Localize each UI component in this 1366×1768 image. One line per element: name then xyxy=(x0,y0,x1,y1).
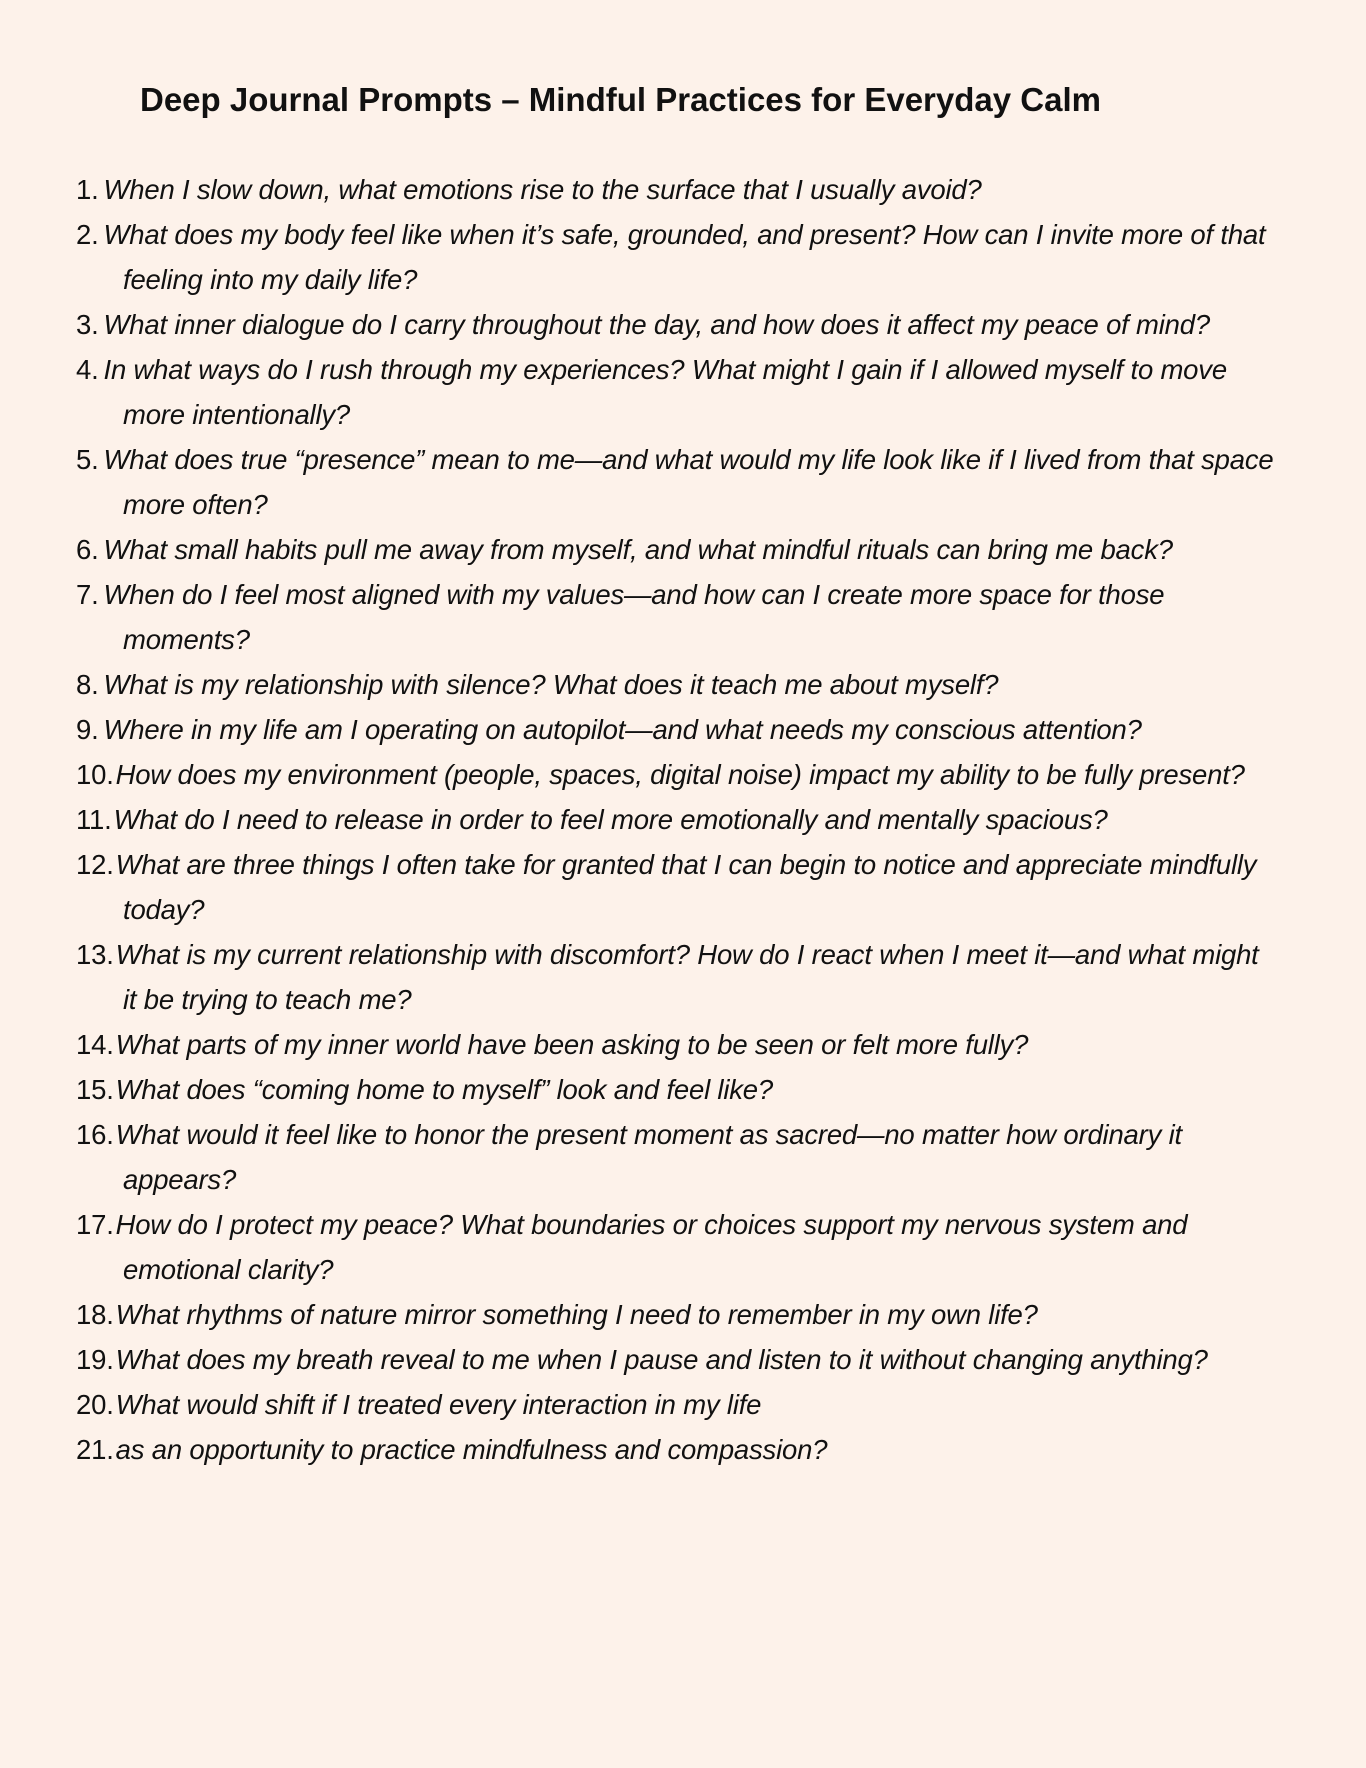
prompt-text: What does true “presence” mean to me—and what would my life look like if I lived from that space more often? xyxy=(103,444,1274,520)
prompt-number: 21. xyxy=(76,1434,114,1465)
prompt-number: 17. xyxy=(76,1209,114,1240)
prompt-item xyxy=(76,1382,1276,1427)
prompt-text: What small habits pull me away from myself, and what mindful rituals can bring me back? xyxy=(103,534,1173,565)
prompt-text: When do I feel most aligned with my values—and how can I create more space for those moments? xyxy=(103,579,1165,655)
prompt-text: What rhythms of nature mirror something I need to remember in my own life? xyxy=(115,1299,1038,1330)
prompt-number: 11. xyxy=(76,804,112,835)
prompt-text: In what ways do I rush through my experiences? What might I gain if I allowed myself to move more intentionally? xyxy=(103,354,1227,430)
prompt-number: 5. xyxy=(76,444,99,475)
prompt-number: 19. xyxy=(76,1344,114,1375)
prompt-item xyxy=(76,167,1276,212)
prompt-text: What does my body feel like when it’s safe, grounded, and present? How can I invite more of that feeling into my daily life? xyxy=(103,219,1266,295)
prompt-item xyxy=(76,662,1276,707)
prompt-item xyxy=(76,1022,1276,1067)
prompt-item xyxy=(76,527,1276,572)
prompt-number: 15. xyxy=(76,1074,114,1105)
prompt-text: What inner dialogue do I carry throughout the day, and how does it affect my peace of mind? xyxy=(103,309,1210,340)
prompt-text: What are three things I often take for granted that I can begin to notice and appreciate mindfully today? xyxy=(115,849,1257,925)
prompt-text: How do I protect my peace? What boundaries or choices support my nervous system and emotional clarity? xyxy=(115,1209,1188,1285)
prompt-text: as an opportunity to practice mindfulness and compassion? xyxy=(115,1434,828,1465)
prompt-number: 10. xyxy=(76,759,114,790)
prompt-number: 1. xyxy=(76,174,99,205)
prompt-item xyxy=(76,797,1276,842)
prompt-number: 3. xyxy=(76,309,99,340)
prompt-item xyxy=(76,347,1276,437)
prompt-item xyxy=(76,932,1276,1022)
prompt-number: 14. xyxy=(76,1029,114,1060)
prompt-item xyxy=(76,1337,1276,1382)
prompt-item xyxy=(76,1292,1276,1337)
prompt-text: What is my relationship with silence? What does it teach me about myself? xyxy=(103,669,999,700)
prompt-item xyxy=(76,302,1276,347)
prompt-text: What would shift if I treated every interaction in my life xyxy=(115,1389,762,1420)
prompt-number: 13. xyxy=(76,939,114,970)
prompt-item xyxy=(76,1112,1276,1202)
prompt-text: Where in my life am I operating on autopilot—and what needs my conscious attention? xyxy=(103,714,1142,745)
prompt-item xyxy=(76,1202,1276,1292)
prompt-number: 18. xyxy=(76,1299,114,1330)
prompt-number: 20. xyxy=(76,1389,114,1420)
prompt-item xyxy=(76,707,1276,752)
prompt-text: What is my current relationship with discomfort? How do I react when I meet it—and what might it be trying to teach me? xyxy=(115,939,1259,1015)
prompt-item xyxy=(76,1427,1276,1472)
prompt-number: 6. xyxy=(76,534,99,565)
prompt-text: What would it feel like to honor the present moment as sacred—no matter how ordinary it appears? xyxy=(115,1119,1182,1195)
prompt-number: 16. xyxy=(76,1119,114,1150)
prompt-number: 9. xyxy=(76,714,99,745)
prompt-text: What do I need to release in order to feel more emotionally and mentally spacious? xyxy=(113,804,1108,835)
prompt-text: How does my environment (people, spaces, digital noise) impact my ability to be fully present? xyxy=(115,759,1245,790)
prompt-number: 7. xyxy=(76,579,99,610)
prompt-text: What parts of my inner world have been asking to be seen or felt more fully? xyxy=(115,1029,1029,1060)
prompt-number: 4. xyxy=(76,354,99,385)
prompt-item xyxy=(76,572,1276,662)
prompt-number: 12. xyxy=(76,849,114,880)
prompt-item xyxy=(76,212,1276,302)
prompt-number: 8. xyxy=(76,669,99,700)
prompt-item xyxy=(76,752,1276,797)
prompt-text: When I slow down, what emotions rise to the surface that I usually avoid? xyxy=(103,174,982,205)
prompt-text: What does my breath reveal to me when I pause and listen to it without changing anything? xyxy=(115,1344,1208,1375)
prompt-number: 2. xyxy=(76,219,99,250)
prompt-item xyxy=(76,1067,1276,1112)
prompt-item xyxy=(76,842,1276,932)
prompt-text: What does “coming home to myself” look and feel like? xyxy=(115,1074,773,1105)
prompt-item xyxy=(76,437,1276,527)
prompt-list xyxy=(76,167,1276,1472)
document-title: Deep Journal Prompts – Mindful Practices for Everyday Calm xyxy=(140,81,1101,118)
